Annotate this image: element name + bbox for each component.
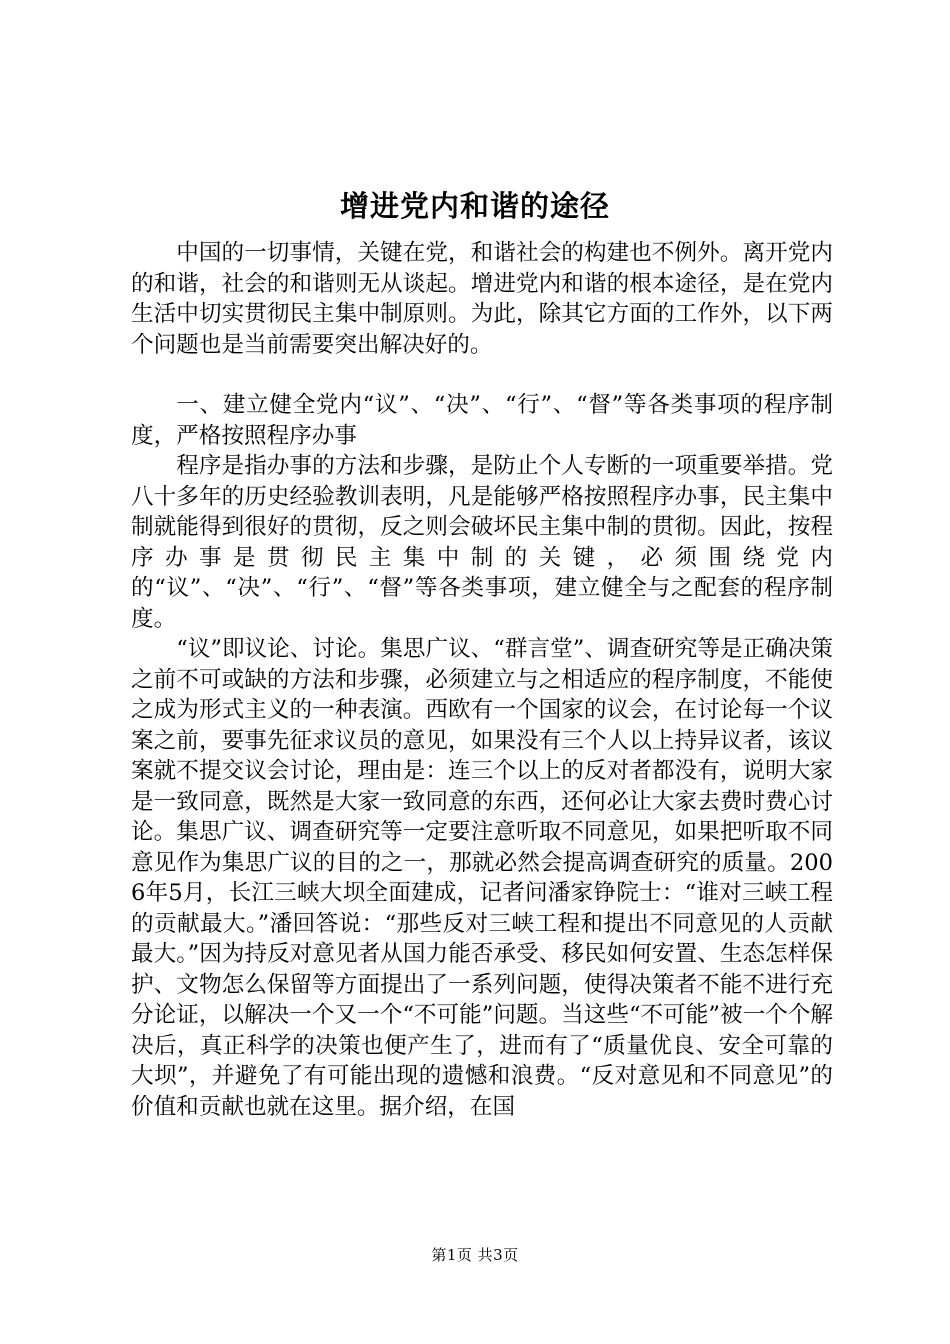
- paragraph-discussion: “议”即议论、讨论。集思广议、“群言堂”、调查研究等是正确决策之前不可或缺的方法和步骤，必须建立与之相适应的程序制度，不能使之成为形式主义的一种表演。西欧有一个国家的议会，在讨论每一个议案之前，要事先征求议员的意见，如果没有三个人以上持异议者，该议案就不提交议会讨论，理由是：连三个以上的反对者都没有，说明大家是一致同意，既然是大家一致同意的东西，还何必让大家去费时费心讨论。集思广议、调查研究等一定要注意听取不同意见，如果把听取不同意见作为集思广议的目的之一，那就必然会提高调查研究的质量。2006年5月，长江三峡大坝全面建成，记者问潘家铮院士：“谁对三峡工程的贡献最大。”潘回答说：“那些反对三峡工程和提出不同意见的人贡献最大。”因为持反对意见者从国力能否承受、移民如何安置、生态怎样保护、文物怎么保留等方面提出了一系列问题，使得决策者不能不进行充分论证，以解决一个又一个“不可能”问题。当这些“不可能”被一个个解决后，真正科学的决策也便产生了，进而有了“质量优良、安全可靠的大坝”，并避免了有可能出现的遗憾和浪费。“反对意见和不同意见”的价值和贡献也就在这里。据介绍，在国: [131, 636, 833, 1120]
- paragraph-intro: 中国的一切事情，关键在党，和谐社会的构建也不例外。离开党内的和谐，社会的和谐则无从谈起。增进党内和谐的根本途径，是在党内生活中切实贯彻民主集中制原则。为此，除其它方面的工作外，以下两个问题也是当前需要突出解决好的。: [131, 240, 833, 358]
- paragraph-procedure: 程序是指办事的方法和步骤，是防止个人专断的一项重要举措。党八十多年的历史经验教训表明，凡是能够严格按照程序办事，民主集中制就能得到很好的贯彻，反之则会破坏民主集中制的贯彻。因此，按程序办事是贯彻民主集中制的关键，必须围绕党内的“议”、“决”、“行”、“督”等各类事项，建立健全与之配套的程序制度。: [131, 453, 833, 632]
- document-body: [131, 238, 833, 1122]
- section-heading-1: 一、建立健全党内“议”、“决”、“行”、“督”等各类事项的程序制度，严格按照程序办事: [131, 392, 833, 449]
- page-footer: 第1页 共3页: [431, 1246, 519, 1264]
- document-title: 增进党内和谐的途径: [339, 189, 610, 223]
